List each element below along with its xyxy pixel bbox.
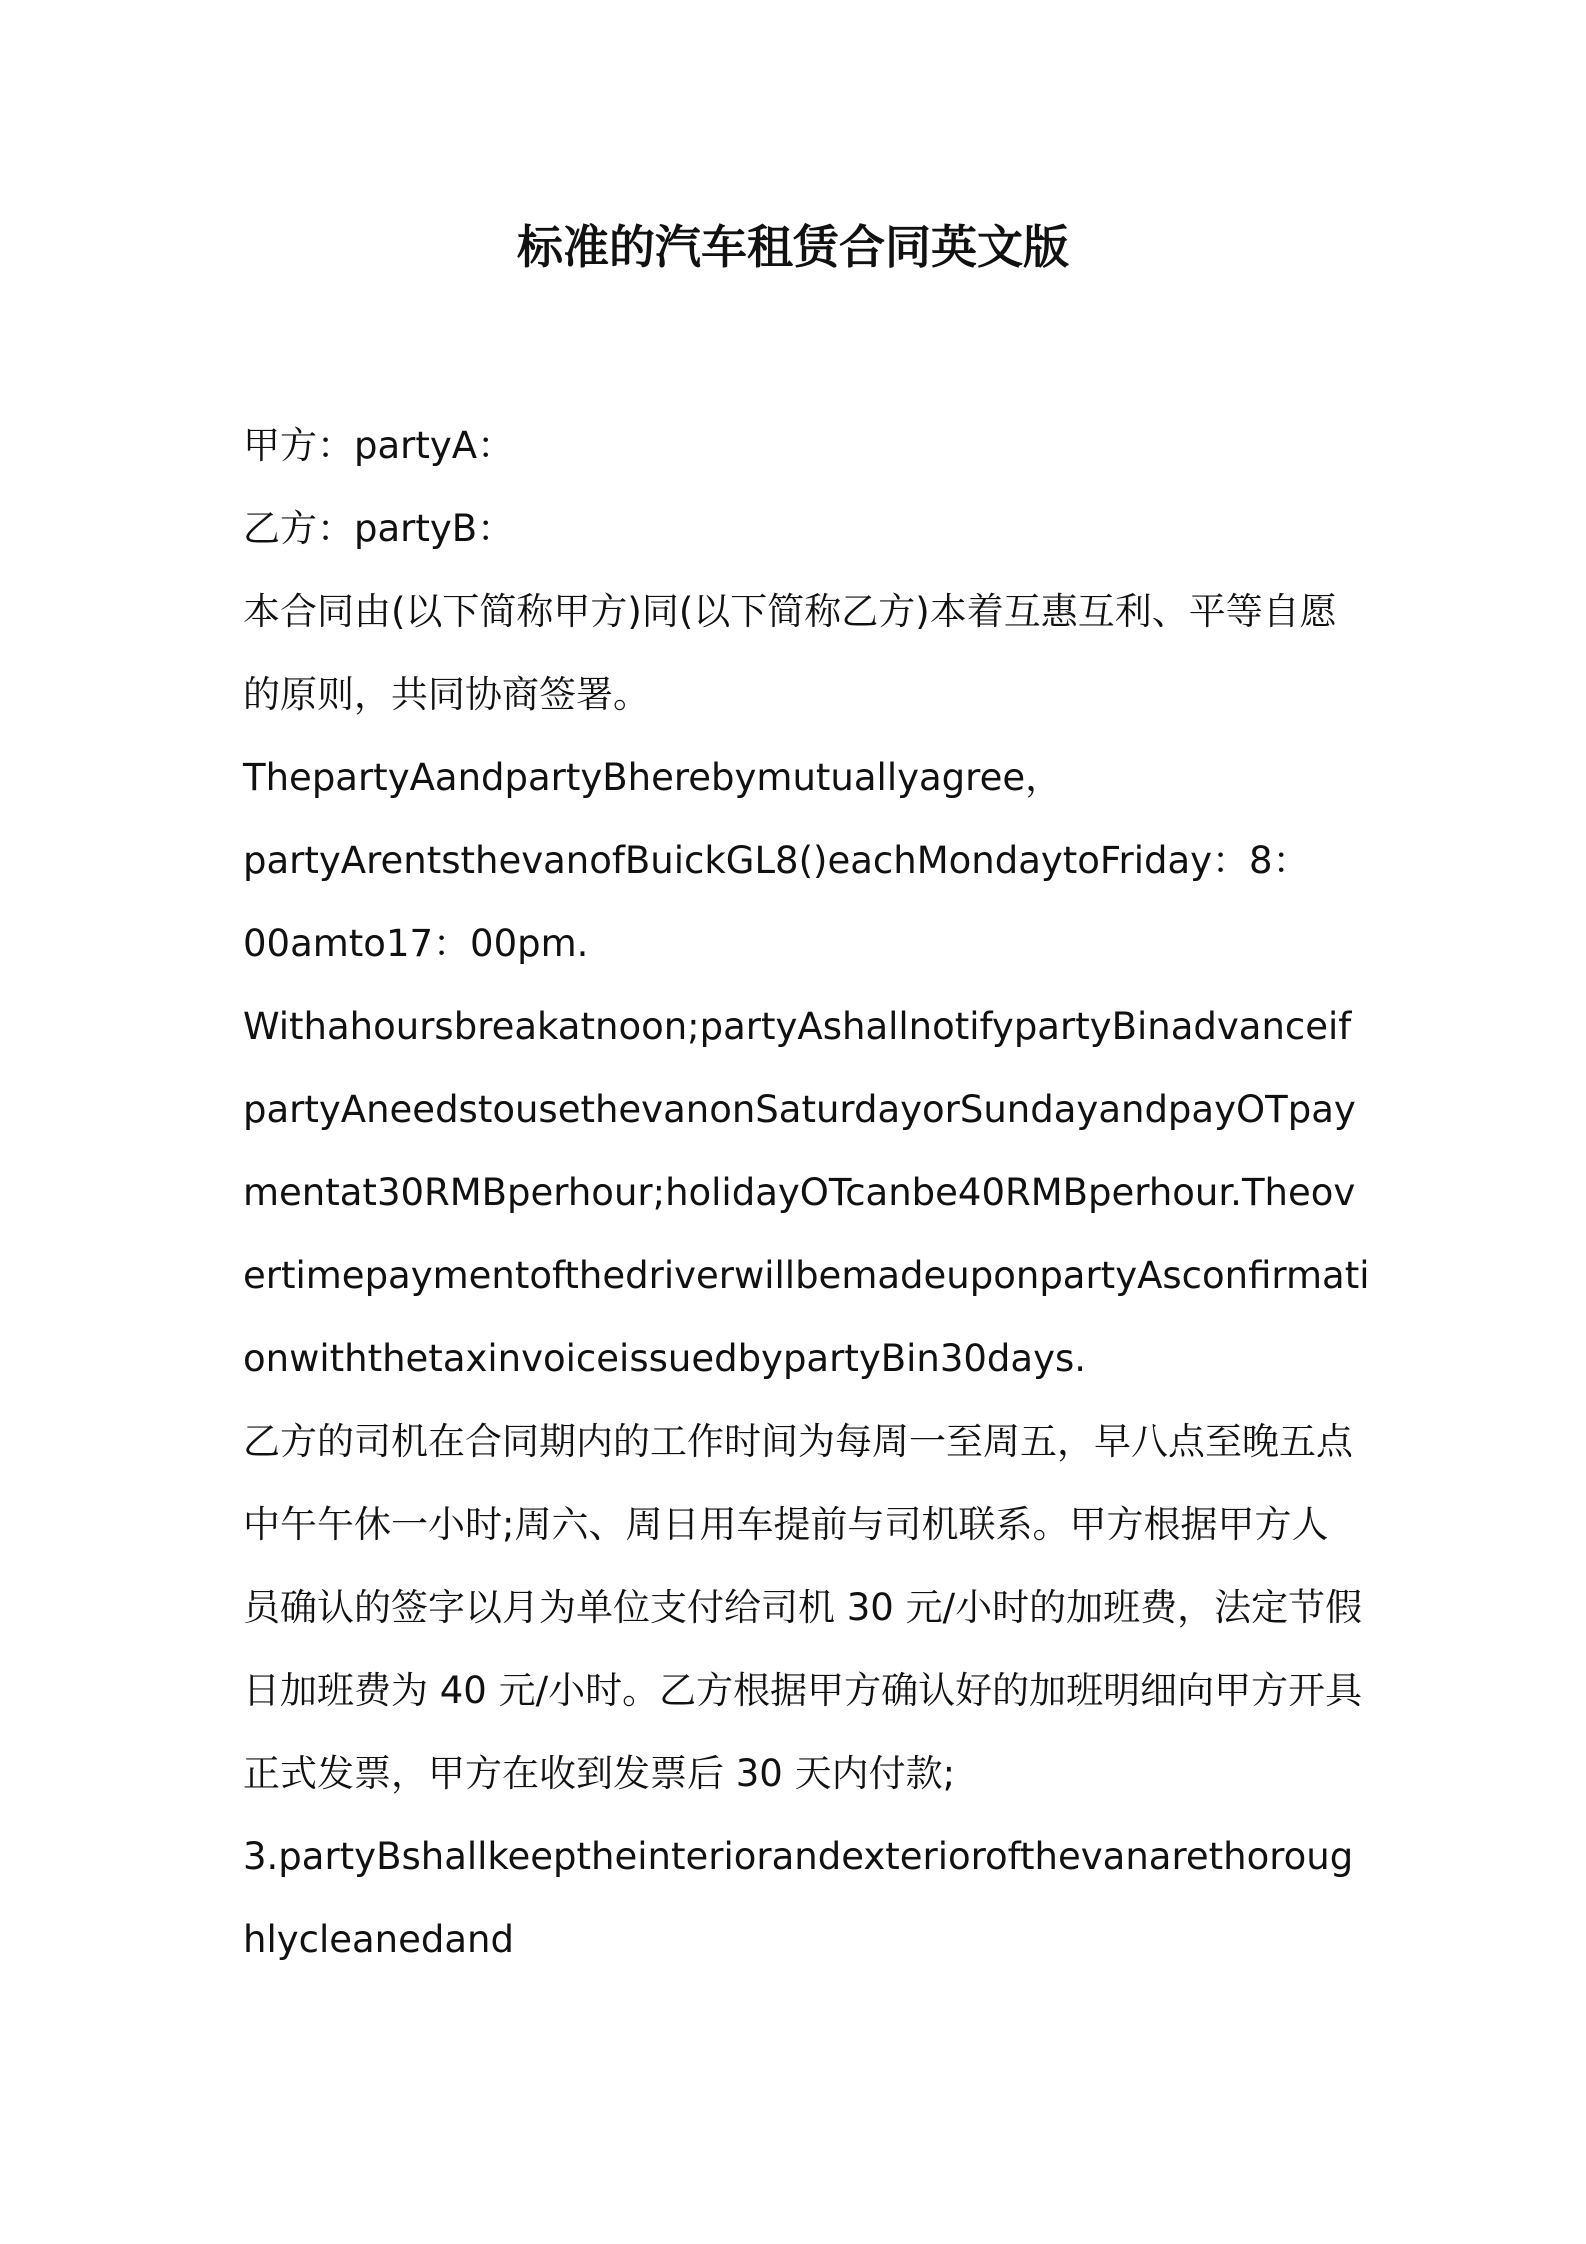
text-line: 00amto17：00pm. xyxy=(243,922,589,965)
party-a-line xyxy=(243,404,1363,487)
text-line: 正式发票，甲方在收到发票后 30 天内付款; xyxy=(243,1752,956,1795)
text-line: 日加班费为 40 元/小时。乙方根据甲方确认好的加班明细向甲方开具 xyxy=(243,1669,1363,1712)
party-b-line xyxy=(243,487,1363,570)
text-line: hlycleanedand xyxy=(243,1918,514,1961)
overtime-terms-paragraph-zh xyxy=(243,1400,1363,1815)
text-line: 中午午休一小时;周六、周日用车提前与司机联系。甲方根据甲方人 xyxy=(243,1503,1329,1546)
text-line: mentat30RMBperhour;holidayOTcanbe40RMBperhour.Theov xyxy=(243,1171,1356,1214)
text-line: Withahoursbreakatnoon;partyAshallnotifypartyBinadvanceif xyxy=(243,1005,1352,1048)
rental-terms-paragraph xyxy=(243,819,1363,985)
text-line: ThepartyAandpartyBherebymutuallyagree， xyxy=(243,756,1063,799)
agreement-paragraph xyxy=(243,736,1363,819)
cleaning-clause-paragraph xyxy=(243,1815,1363,1981)
text-line: partyArentsthevanofBuickGL8()eachMondaytoFriday：8： xyxy=(243,839,1310,882)
text-line: ertimepaymentofthedriverwillbemadeuponpartyAsconfirmati xyxy=(243,1254,1370,1297)
text-line: onwiththetaxinvoiceissuedbypartyBin30days. xyxy=(243,1337,1087,1380)
text-line: 甲方：partyA： xyxy=(243,424,515,467)
text-line: 的原则，共同协商签署。 xyxy=(243,673,650,716)
text-line: 本合同由(以下简称甲方)同(以下简称乙方)本着互惠互利、平等自愿 xyxy=(243,590,1337,633)
document-body xyxy=(243,404,1370,1981)
text-line: 乙方：partyB： xyxy=(243,507,515,550)
overtime-terms-paragraph-en xyxy=(243,985,1370,1400)
text-line: partyAneedstousethevanonSaturdayorSundayandpayOTpay xyxy=(243,1088,1356,1131)
document-title: 标准的汽车租赁合同英文版 xyxy=(517,220,1069,274)
text-line: 3.partyBshallkeeptheinteriorandexteriorofthevanarethoroug xyxy=(243,1835,1354,1878)
text-line: 员确认的签字以月为单位支付给司机 30 元/小时的加班费，法定节假 xyxy=(243,1586,1363,1629)
preamble-paragraph xyxy=(243,570,1363,736)
text-line: 乙方的司机在合同期内的工作时间为每周一至周五，早八点至晚五点 xyxy=(243,1420,1353,1463)
